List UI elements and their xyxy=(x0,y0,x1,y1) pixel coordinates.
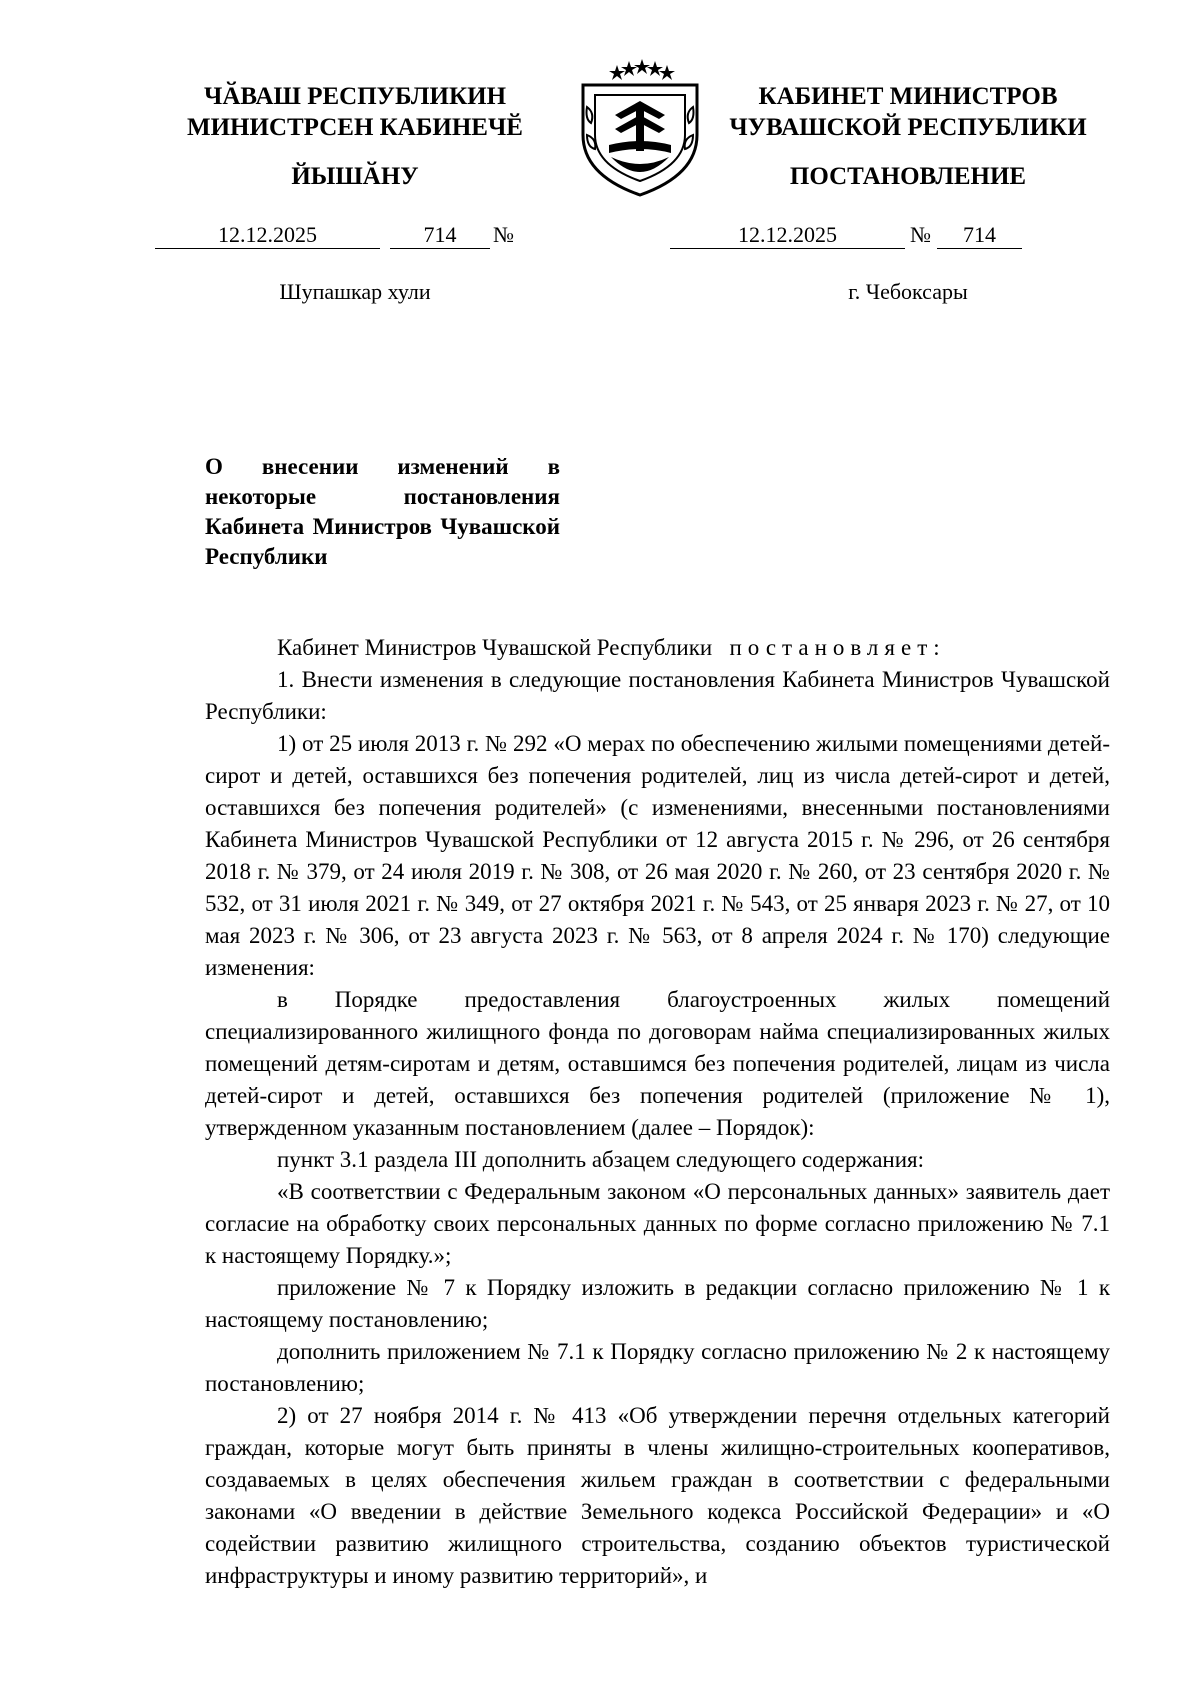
chuvash-number-field: 714 xyxy=(390,222,490,249)
chuvash-org-line-2: МИНИСТРСЕН КАБИНЕЧӖ xyxy=(187,114,523,141)
body-paragraph: пункт 3.1 раздела III дополнить абзацем следующего содержания: xyxy=(277,1147,925,1172)
body-paragraph: приложение № 7 к Порядку изложить в редакции согласно приложению № 1 к настоящему постановлению; xyxy=(205,1275,1110,1332)
russian-organization-name xyxy=(718,81,1098,143)
body-paragraph: 1) от 25 июля 2013 г. № 292 «О мерах по обеспечению жилыми помещениями детей-сирот и детей, оставшихся без попечения родителей, лиц из числа детей-сирот и детей, оставшихся без попечения родителей» (с изменениями, внесенными постановлениями Кабинета Министров Чувашской Республики от 12 августа 2015 г. № 296, от 26 сентября 2018 г. № 379, от 24 июля 2019 г. № 308, от 26 мая 2020 г. № 260, от 23 сентября 2020 г. № 532, от 31 июля 2021 г. № 349, от 27 октября 2021 г. № 543, от 25 января 2023 г. № 27, от 10 мая 2023 г. № 306, от 23 августа 2023 г. № 563, от 8 апреля 2024 г. № 170) следующие изменения: xyxy=(205,731,1110,980)
document-body xyxy=(205,632,1110,1592)
chuvash-date-field: 12.12.2025 xyxy=(155,222,380,249)
body-paragraph: 1. Внести изменения в следующие постановления Кабинета Министров Чувашской Республики: xyxy=(205,667,1110,724)
russian-org-line-1: КАБИНЕТ МИНИСТРОВ xyxy=(758,83,1058,110)
intro-verb: постановляет: xyxy=(729,635,946,660)
intro-paragraph xyxy=(205,632,1110,664)
body-paragraph: дополнить приложением № 7.1 к Порядку согласно приложению № 2 к настоящему постановлению; xyxy=(205,1339,1110,1396)
chuvash-org-line-1: ЧӐВАШ РЕСПУБЛИКИН xyxy=(203,83,507,110)
body-paragraph: «В соответствии с Федеральным законом «О персональных данных» заявитель дает согласие на обработку своих персональных данных по форме согласно приложению № 7.1 к настоящему Порядку.»; xyxy=(205,1179,1110,1268)
body-paragraph: 2) от 27 ноября 2014 г. № 413 «Об утверждении перечня отдельных категорий граждан, которые могут быть приняты в члены жилищно-строительных кооперативов, создаваемых в целях обеспечения жильем граждан в соответствии с федеральными законами «О введении в действие Земельного кодекса Российской Федерации» и «О содействии развитию жилищного строительства, созданию объектов туристической инфраструктуры и иному развитию территорий», и xyxy=(205,1403,1110,1588)
intro-text: Кабинет Министров Чувашской Республики xyxy=(277,635,713,660)
chuvash-number-sign: № xyxy=(493,222,514,247)
crown-stars-icon xyxy=(609,59,675,80)
chuvash-city: Шупашкар хули xyxy=(279,279,431,304)
russian-number-sign: № xyxy=(910,222,931,247)
russian-org-line-2: ЧУВАШСКОЙ РЕСПУБЛИКИ xyxy=(729,114,1087,141)
chuvash-organization-name xyxy=(175,81,535,143)
coat-of-arms-icon xyxy=(565,57,715,199)
russian-document-type: ПОСТАНОВЛЕНИЕ xyxy=(789,163,1027,190)
russian-number-field: 714 xyxy=(937,222,1022,249)
document-subject: О внесении изменений в некоторые постановления Кабинета Министров Чувашской Республики xyxy=(205,454,560,569)
chuvash-document-type: ЙЫШӐНУ xyxy=(291,163,419,190)
body-paragraph: в Порядке предоставления благоустроенных жилых помещений специализированного жилищного фонда по договорам найма специализированных жилых помещений детям-сиротам и детям, оставшимся без попечения родителей, лицам из числа детей-сирот и детей, оставшихся без попечения родителей (приложение № 1), утвержденном указанным постановлением (далее – Порядок): xyxy=(205,987,1110,1140)
russian-city: г. Чебоксары xyxy=(848,279,968,304)
russian-date-field: 12.12.2025 xyxy=(670,222,905,249)
